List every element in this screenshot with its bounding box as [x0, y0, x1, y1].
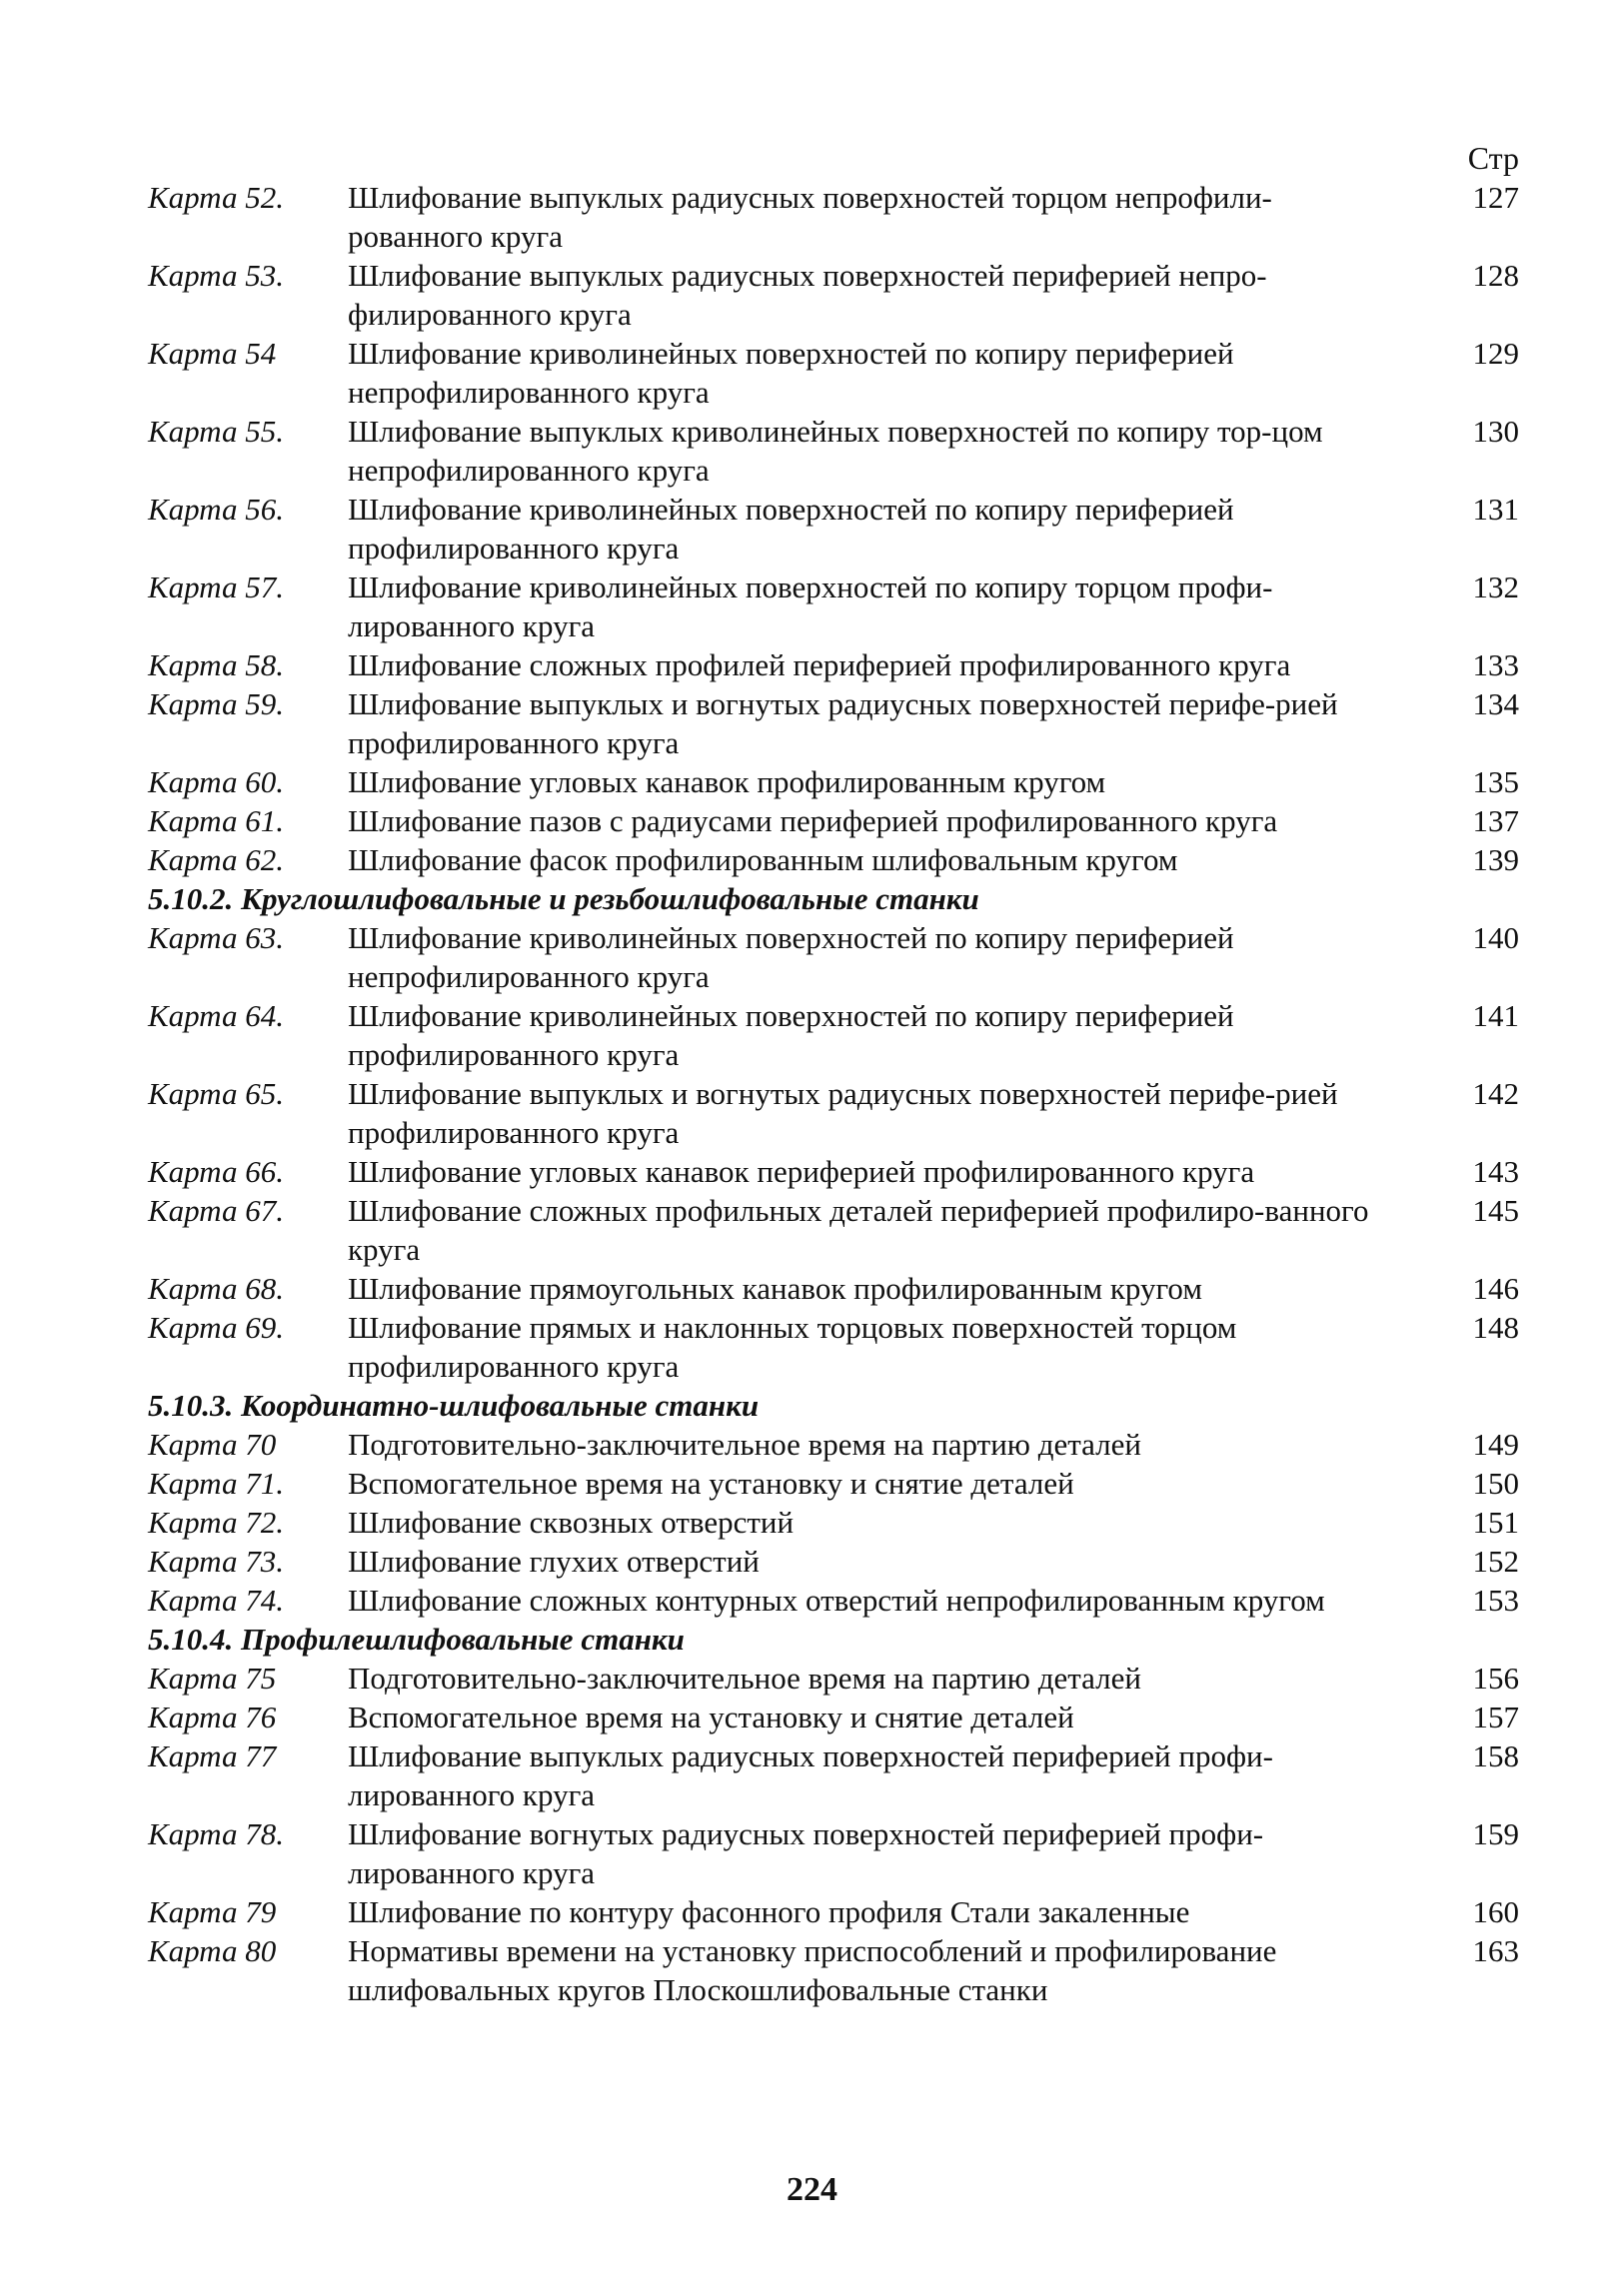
toc-entry: [148, 1736, 1519, 1814]
toc-entry-page: 142: [1472, 1076, 1519, 1111]
toc-entry: [148, 918, 1519, 996]
toc-entry-key: Карта 68.: [148, 1271, 284, 1306]
toc-entry-title: Шлифование криволинейных поверхностей по копиру торцом профи-лированного круга: [348, 570, 1273, 643]
toc-entry: [148, 1191, 1519, 1269]
toc-entry: [148, 1659, 1519, 1698]
toc-entry-title: Шлифование выпуклых криволинейных поверхностей по копиру тор-цом непрофилированного круга: [348, 414, 1323, 488]
toc-entry-title: Шлифование пазов с радиусами периферией профилированного круга: [348, 803, 1278, 838]
toc-entry-title: Подготовительно-заключительное время на партию деталей: [348, 1661, 1141, 1696]
section-heading: 5.10.4. Профилешлифовальные станки: [148, 1622, 685, 1657]
toc-entry-key: Карта 74.: [148, 1583, 284, 1618]
section-heading: 5.10.2. Круглошлифовальные и резьбошлифовальные станки: [148, 881, 979, 916]
table-of-contents: [148, 178, 1519, 2009]
toc-entry-title: Шлифование сложных профильных деталей периферией профилиро-ванного круга: [348, 1193, 1369, 1267]
toc-entry: [148, 762, 1519, 801]
toc-entry: [148, 334, 1519, 412]
page-number: 224: [787, 2171, 837, 2208]
toc-entry-key: Карта 67.: [148, 1193, 284, 1228]
toc-entry-key: Карта 59.: [148, 686, 284, 721]
toc-entry: [148, 684, 1519, 762]
toc-entry: [148, 840, 1519, 879]
toc-entry-title: Вспомогательное время на установку и снятие деталей: [348, 1700, 1074, 1734]
toc-entry-page: 132: [1472, 570, 1519, 604]
toc-entry-title: Шлифование криволинейных поверхностей по копиру периферией непрофилированного круга: [348, 920, 1234, 994]
toc-entry: [148, 801, 1519, 840]
toc-entry-page: 148: [1472, 1310, 1519, 1345]
toc-entry-key: Карта 61.: [148, 803, 284, 838]
toc-entry-title: Шлифование прямых и наклонных торцовых поверхностей торцом профилированного круга: [348, 1310, 1237, 1384]
toc-entry-title: Вспомогательное время на установку и снятие деталей: [348, 1466, 1074, 1501]
toc-entry-key: Карта 52.: [148, 180, 284, 215]
toc-entry: [148, 1308, 1519, 1386]
toc-entry-title: Шлифование угловых канавок периферией профилированного круга: [348, 1154, 1255, 1189]
toc-entry-page: 153: [1472, 1583, 1519, 1618]
toc-entry-title: Шлифование выпуклых радиусных поверхностей периферией профи-лированного круга: [348, 1738, 1273, 1812]
toc-entry-key: Карта 77: [148, 1738, 277, 1773]
toc-entry-page: 134: [1472, 686, 1519, 721]
toc-entry-page: 149: [1472, 1427, 1519, 1462]
toc-entry-key: Карта 54: [148, 336, 277, 371]
toc-entry-page: 141: [1472, 998, 1519, 1033]
toc-entry-page: 158: [1472, 1738, 1519, 1773]
toc-entry-page: 160: [1472, 1894, 1519, 1929]
toc-entry-key: Карта 79: [148, 1894, 277, 1929]
toc-entry-title: Шлифование вогнутых радиусных поверхностей периферией профи-лированного круга: [348, 1816, 1264, 1890]
toc-entry-key: Карта 56.: [148, 492, 284, 527]
page-column-label: Стр: [1467, 140, 1519, 176]
toc-entry: [148, 1074, 1519, 1152]
toc-entry-page: 159: [1472, 1816, 1519, 1851]
toc-entry-key: Карта 58.: [148, 647, 284, 682]
toc-entry-title: Шлифование выпуклых радиусных поверхностей периферией непро-филированного круга: [348, 258, 1267, 332]
toc-entry: [148, 1542, 1519, 1581]
toc-entry-key: Карта 72.: [148, 1505, 284, 1540]
toc-entry: [148, 1931, 1519, 2009]
toc-entry-key: Карта 65.: [148, 1076, 284, 1111]
toc-entry-page: 152: [1472, 1544, 1519, 1579]
toc-entry-key: Карта 64.: [148, 998, 284, 1033]
toc-entry: [148, 1425, 1519, 1464]
toc-entry-key: Карта 70: [148, 1427, 277, 1462]
toc-entry-title: Шлифование угловых канавок профилированным кругом: [348, 764, 1106, 799]
toc-entry-key: Карта 75: [148, 1661, 277, 1696]
toc-entry-key: Карта 57.: [148, 570, 284, 604]
toc-entry-key: Карта 80: [148, 1933, 277, 1968]
toc-entry-page: 163: [1472, 1933, 1519, 1968]
toc-entry: [148, 645, 1519, 684]
toc-entry-page: 127: [1472, 180, 1519, 215]
toc-entry-page: 150: [1472, 1466, 1519, 1501]
toc-entry-key: Карта 60.: [148, 764, 284, 799]
toc-entry-title: Шлифование глухих отверстий: [348, 1544, 760, 1579]
toc-entry: [148, 178, 1519, 256]
toc-entry-page: 133: [1472, 647, 1519, 682]
toc-entry-key: Карта 71.: [148, 1466, 284, 1501]
toc-entry-key: Карта 66.: [148, 1154, 284, 1189]
toc-entry-page: 129: [1472, 336, 1519, 371]
toc-entry-title: Шлифование выпуклых и вогнутых радиусных поверхностей перифе-рией профилированного круга: [348, 1076, 1338, 1150]
toc-entry: [148, 1152, 1519, 1191]
toc-entry: [148, 1503, 1519, 1542]
toc-entry-page: 156: [1472, 1661, 1519, 1696]
toc-entry-title: Шлифование прямоугольных канавок профилированным кругом: [348, 1271, 1202, 1306]
toc-entry: [148, 256, 1519, 334]
toc-entry-title: Нормативы времени на установку приспособлений и профилирование шлифовальных кругов Плоскошлифовальные станки: [348, 1933, 1277, 2007]
toc-entry-title: Шлифование криволинейных поверхностей по копиру периферией непрофилированного круга: [348, 336, 1234, 410]
toc-entry-title: Шлифование по контуру фасонного профиля Стали закаленные: [348, 1894, 1190, 1929]
toc-entry-key: Карта 62.: [148, 842, 284, 877]
toc-entry-page: 128: [1472, 258, 1519, 293]
toc-entry: [148, 1464, 1519, 1503]
toc-entry-key: Карта 76: [148, 1700, 277, 1734]
toc-entry-title: Подготовительно-заключительное время на партию деталей: [348, 1427, 1141, 1462]
toc-entry-key: Карта 53.: [148, 258, 284, 293]
toc-entry-page: 146: [1472, 1271, 1519, 1306]
toc-entry-title: Шлифование криволинейных поверхностей по копиру периферией профилированного круга: [348, 998, 1234, 1072]
toc-entry-page: 137: [1472, 803, 1519, 838]
toc-entry: [148, 568, 1519, 645]
toc-entry-page: 145: [1472, 1193, 1519, 1228]
toc-entry: [148, 412, 1519, 490]
toc-entry-page: 140: [1472, 920, 1519, 955]
toc-entry-page: 157: [1472, 1700, 1519, 1734]
toc-entry-key: Карта 69.: [148, 1310, 284, 1345]
toc-entry-page: 135: [1472, 764, 1519, 799]
toc-entry-title: Шлифование выпуклых и вогнутых радиусных поверхностей перифе-рией профилированного круга: [348, 686, 1338, 760]
section-heading: 5.10.3. Координатно-шлифовальные станки: [148, 1388, 760, 1423]
toc-entry-title: Шлифование фасок профилированным шлифовальным кругом: [348, 842, 1178, 877]
toc-entry-title: Шлифование криволинейных поверхностей по копиру периферией профилированного круга: [348, 492, 1234, 566]
toc-entry-page: 151: [1472, 1505, 1519, 1540]
toc-entry: [148, 1269, 1519, 1308]
toc-entry-key: Карта 73.: [148, 1544, 284, 1579]
toc-entry-title: Шлифование выпуклых радиусных поверхностей торцом непрофили-рованного круга: [348, 180, 1272, 254]
toc-entry: [148, 1581, 1519, 1620]
toc-entry: [148, 1698, 1519, 1736]
toc-entry: [148, 996, 1519, 1074]
toc-entry-page: 143: [1472, 1154, 1519, 1189]
toc-entry-page: 139: [1472, 842, 1519, 877]
toc-entry-key: Карта 55.: [148, 414, 284, 449]
toc-entry-title: Шлифование сложных профилей периферией профилированного круга: [348, 647, 1291, 682]
toc-entry-key: Карта 63.: [148, 920, 284, 955]
toc-entry-page: 130: [1472, 414, 1519, 449]
toc-entry-title: Шлифование сквозных отверстий: [348, 1505, 795, 1540]
toc-entry: [148, 490, 1519, 568]
toc-entry-title: Шлифование сложных контурных отверстий непрофилированным кругом: [348, 1583, 1325, 1618]
toc-entry: [148, 1892, 1519, 1931]
toc-entry: [148, 1814, 1519, 1892]
toc-entry-key: Карта 78.: [148, 1816, 284, 1851]
toc-entry-page: 131: [1472, 492, 1519, 527]
